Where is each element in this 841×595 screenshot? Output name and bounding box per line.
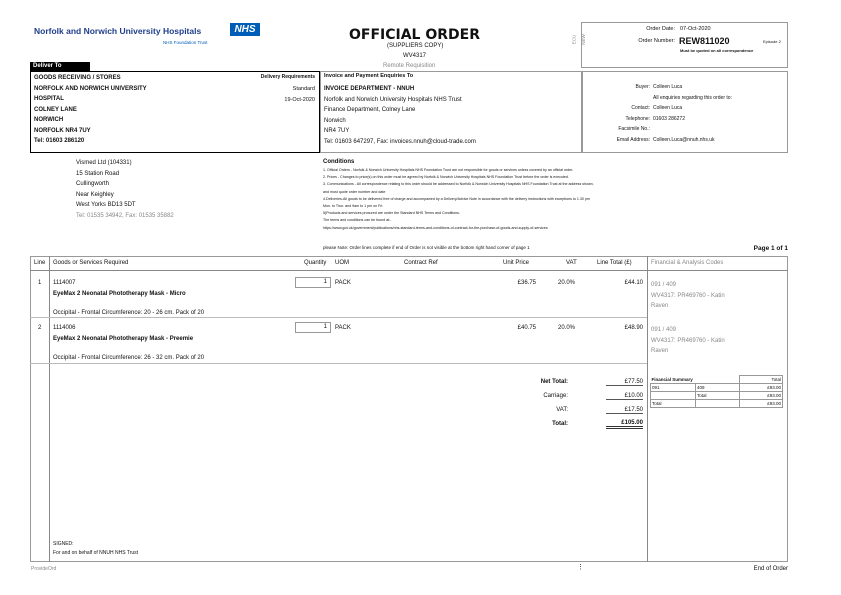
col-header-quantity: Quantity [304,260,327,266]
col-header-line: Line [34,260,46,266]
page-label: Page 1 of 1 [753,245,788,252]
fin-summary-cell: Total [651,400,696,408]
row-unit-price: £36.75 [517,280,536,286]
deliver-to-box [30,71,320,153]
delivery-req-method: Standard [292,86,315,92]
nhs-logo: NHS [230,23,260,36]
buyer-value: 01603 286272 [653,115,685,122]
invoice-line: NR4 7UY [324,128,350,134]
col-header-goods: Goods or Services Required [53,260,129,266]
fin-summary-total-heading: Total [740,376,783,384]
row-vat: 20.0% [558,280,576,286]
fin-summary-cell: Total [696,392,740,400]
row-quantity: 1 [295,277,331,288]
condition-item: 5)Products and services procured are under the Standard NHS Terms and Conditions. [323,211,460,216]
col-header-unit-price: Unit Price [503,260,530,266]
condition-item: and must quote order number and date [323,189,386,194]
side-tag-2: NEW [580,34,586,45]
row-financial-codes [651,280,725,312]
footer-end: End of Order [753,566,788,572]
order-number-label: Order Number: [638,38,675,44]
totals-block [500,375,643,431]
order-number-note: Must be quoted on all correspondence [680,48,754,53]
buyer-label [583,93,650,104]
fin-summary-cell [696,400,740,408]
total-label: Total: [552,421,568,427]
total-value: £105.00 [606,420,643,429]
fin-summary-cell [651,392,696,400]
fin-summary-cell: £93.00 [740,392,783,400]
row-detail: Occipital - Frontal Circumference: 20 - 26 cm. Pack of 20 [53,310,205,316]
signed-label: SIGNED: [53,541,74,547]
deliver-line: NORWICH [34,117,64,123]
invoice-heading: Invoice and Payment Enquiries To [324,73,414,79]
supplier-line: Cullingworth [76,181,110,187]
conditions-heading: Conditions [323,159,355,165]
buyer-label: Facsimile No.: [618,126,650,132]
supplier-contact: Tel: 01535 34942, Fax: 01535 35882 [76,212,174,219]
order-number: REW811020 [679,36,730,46]
copy-note: (SUPPLIERS COPY) [387,43,444,49]
invoice-box [320,71,582,153]
row-divider [30,363,647,364]
condition-item: 1. Official Orders - Norfolk & Norwich University Hospitals NHS Foundation Trust are not responsible for goods or services unless covered by an official order. [323,168,574,172]
deliver-line: NORFOLK AND NORWICH UNIVERSITY [34,85,147,92]
invoice-line: INVOICE DEPARTMENT - NNUH [324,86,415,92]
deliver-to-heading: Deliver To [30,62,90,71]
org-name: Norfolk and Norwich University Hospitals [34,26,202,36]
row-code: 1114006 [53,325,76,331]
supplier-line: Near Keighley [76,191,114,198]
buyer-box [582,71,788,153]
col-divider [49,256,50,562]
fin-code: Raven [651,348,669,354]
col-header-vat: VAT [566,260,577,266]
supplier-line: Vismed Ltd (104331) [76,160,132,166]
total-label: Carriage: [543,393,568,399]
deliver-line: NORFOLK NR4 7UY [34,127,91,134]
fin-code: WV4317: PR469760 - Katin [651,292,725,299]
row-uom: PACK [335,280,351,286]
fin-summary-cell: 091 [651,384,696,392]
delivery-req-heading: Delivery Requirements [260,74,315,80]
col-header-uom: UOM [335,260,349,266]
buyer-value: All enquiries regarding this order to: [653,94,732,101]
row-line-total: £48.90 [624,325,643,331]
col-header-contract: Contract Ref [404,260,438,266]
footer-left: ProvideOrd [31,566,57,572]
row-line-total: £44.10 [624,280,643,286]
order-info-box [581,22,788,68]
condition-item: https://www.gov.uk/government/publications/nhs-standard-terms-and-conditions-of-contract-for-the-purchase-of-goods-and-supply-of-services [323,225,548,230]
supplier-line: West Yorks BD13 5DT [76,202,136,208]
fin-summary-cell: 409 [696,384,740,392]
buyer-value: Colleen Luca [653,105,683,111]
buyer-value: Colleen.Luca@nnuh.nhs.uk [653,136,715,143]
col-divider [647,256,648,562]
total-label: Net Total: [540,379,568,385]
fin-code: Raven [651,303,669,309]
row-unit-price: £40.75 [517,325,536,331]
episode-label: Episode 2 [763,39,781,44]
invoice-line: Norfolk and Norwich University Hospitals NHS Trust [324,96,462,103]
row-line-number: 1 [38,280,42,286]
condition-item: The terms and conditions can be found at:- [323,218,392,223]
invoice-line: Finance Department, Colney Lane [324,107,416,113]
row-quantity: 1 [295,322,331,333]
deliver-line: COLNEY LANE [34,106,77,113]
fin-code: 091 / 409 [651,327,677,333]
buyer-label: Contact: [631,105,650,111]
buyer-label: Telephone: [625,115,650,122]
fin-code: WV4317: PR469760 - Katin [651,337,725,344]
row-divider [30,317,647,318]
order-date: 07-Oct-2020 [680,26,711,32]
row-detail: Occipital - Frontal Circumference: 26 - 32 cm. Pack of 20 [53,355,205,361]
row-financial-codes [651,325,725,357]
fin-summary-cell: £93.00 [740,400,783,408]
order-date-label: Order Date: [646,26,675,32]
header-divider [30,270,788,271]
invoice-line: Tel: 01603 647297, Fax: invoices.nnuh@cloud-trade.com [324,138,476,145]
signed-on-behalf: For and on behalf of NNUH NHS Trust [53,550,139,556]
total-value: £10.00 [606,393,643,400]
row-line-number: 2 [38,325,42,331]
supplier-block [76,158,174,221]
total-value: £17.50 [606,407,643,414]
requisition-note: Remote Requisition [383,63,436,69]
condition-item: 4.Deliveries-All goods to be delivered free of charge and accompanied by a Delivery/Advice Note in accordance with the delivery instructions with exceptions to 1.30 pm [323,196,590,201]
fin-summary-heading: Financial Summary [651,376,740,384]
delivery-req-date: 19-Oct-2020 [284,97,315,103]
condition-item: 2. Prices - Changes to price(s) on this order must be agreed by Norfolk & Norwich University Hospitals NHS Foundation Trust before the order is executed. [323,175,569,180]
org-sub: NHS Foundation Trust [163,40,208,45]
ref-code: WV4317 [403,53,427,59]
fin-code: 091 / 409 [651,282,677,288]
conditions-block [323,159,783,232]
fin-summary-cell: £93.00 [740,384,783,392]
side-tag: ECU [571,34,577,45]
row-code: 1114007 [53,280,76,286]
buyer-label: Email Address: [616,136,650,143]
invoice-line: Norwich [324,117,346,124]
supplier-line: 15 Station Road [76,170,120,177]
order-notice: please Note: Order lines complete if end of Order is not visible at the bottom right hand corner of page 1 [323,245,530,250]
buyer-value: Colleen Luca [653,84,683,90]
total-label: VAT: [556,407,568,413]
row-description: EyeMax 2 Neonatal Phototherapy Mask - Preemie [53,336,194,342]
doc-title: OFFICIAL ORDER [349,27,480,43]
row-description: EyeMax 2 Neonatal Phototherapy Mask - Micro [53,291,186,297]
row-uom: PACK [335,325,351,331]
row-vat: 20.0% [558,325,576,331]
deliver-line: Tel: 01603 286120 [34,138,85,144]
deliver-line: GOODS RECEIVING / STORES [34,75,121,81]
deliver-line: HOSPITAL [34,96,64,102]
col-header-financial: Financial & Analysis Codes [651,260,724,266]
financial-summary [650,375,783,408]
condition-item: Mon. to Thur. and 9am to 1 pm on Fri. [323,204,384,209]
col-header-line-total: Line Total (£) [597,260,632,266]
condition-item: 3. Communications - All correspondence relating to this order should be addressed to Norfolk & Norwich University Hospitals NHS Foundation Trust at the address shown, [323,182,594,187]
total-value: £77.50 [606,379,643,386]
buyer-label: Buyer: [635,84,650,90]
footer-dots: ⋮ [577,564,584,571]
